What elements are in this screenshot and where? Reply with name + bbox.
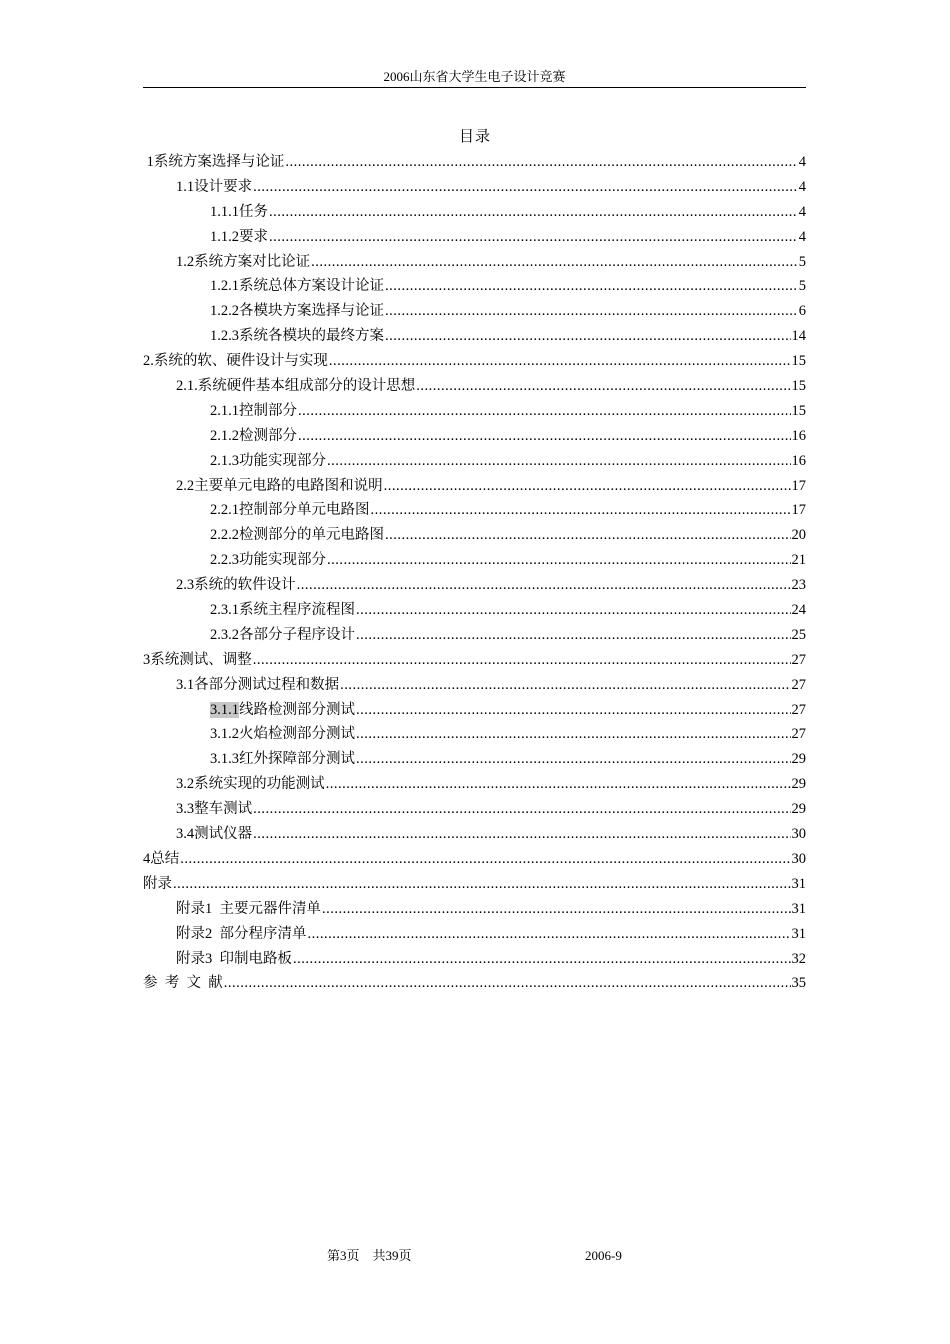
toc-entry-text: 2.系统的软、硬件设计与实现 [143,353,328,370]
toc-entry-label [210,548,326,573]
toc-entry-text: 3.1各部分测试过程和数据 [176,676,340,693]
toc-dot-leader [253,175,798,200]
table-of-contents [143,150,806,996]
toc-entry[interactable] [143,449,806,474]
toc-entry-highlight: 3.1.1 [210,701,239,718]
toc-entry-text: 1.1设计要求 [176,178,253,195]
toc-entry-page: 30 [791,850,806,867]
toc-entry-label [143,971,223,996]
toc-entry-text: 3.2系统实现的功能测试 [176,776,325,793]
toc-entry[interactable] [143,374,806,399]
toc-entry-label [143,872,172,897]
toc-entry-label [176,673,339,698]
toc-entry-page: 27 [791,651,806,668]
toc-entry-text: 参 考 文 献 [143,975,223,992]
toc-dot-leader [253,648,791,673]
toc-dot-leader [180,847,790,872]
toc-dot-leader [322,897,791,922]
toc-entry-text: 附录2 部分程序清单 [176,925,307,942]
toc-entry-page: 23 [791,577,806,594]
toc-entry-page: 27 [791,701,806,718]
toc-entry-page: 31 [791,925,806,942]
toc-dot-leader [297,573,791,598]
toc-entry[interactable] [143,399,806,424]
toc-entry-text: 1系统方案选择与论证 [143,154,285,170]
toc-entry[interactable] [143,971,806,996]
toc-entry-label [176,175,252,200]
toc-dot-leader [356,747,791,772]
toc-entry-page: 16 [791,427,806,444]
toc-entry-label [210,200,268,225]
toc-dot-leader [285,150,797,175]
toc-entry-text: 附录1 主要元器件清单 [176,900,321,917]
toc-entry[interactable] [143,150,806,175]
toc-dot-leader [327,548,791,573]
toc-entry-page: 5 [798,278,806,295]
toc-entry-label [210,399,297,424]
toc-dot-leader [385,299,798,324]
toc-dot-leader [356,598,791,623]
toc-entry-page: 14 [791,328,806,345]
toc-entry-text: 3.3整车测试 [176,801,253,818]
toc-entry[interactable] [143,722,806,747]
toc-entry-label [143,349,328,374]
toc-title: 目录 [458,129,491,145]
toc-dot-leader [269,225,798,250]
toc-entry-page: 30 [791,826,806,843]
toc-entry-label [210,274,384,299]
toc-entry[interactable] [143,648,806,673]
toc-entry-text: 3.1.2火焰检测部分测试 [210,726,355,743]
toc-dot-leader [385,523,791,548]
toc-entry[interactable] [143,698,806,723]
toc-dot-leader [416,374,790,399]
toc-entry-label [210,324,384,349]
toc-entry[interactable] [143,225,806,250]
toc-entry[interactable] [143,324,806,349]
toc-entry-label [176,947,292,972]
toc-entry-label [176,772,325,797]
toc-dot-leader [311,250,798,275]
toc-entry-text: 2.3系统的软件设计 [176,577,296,594]
page-header: 2006山东省大学生电子设计竞赛 [383,69,566,84]
toc-entry-text: 2.2.2检测部分的单元电路图 [210,527,384,544]
toc-entry-label [176,250,310,275]
toc-entry-page: 32 [791,950,806,967]
toc-entry[interactable] [143,175,806,200]
toc-dot-leader [385,324,791,349]
toc-entry-label [176,374,415,399]
toc-entry-label [143,648,252,673]
toc-entry-page: 17 [791,502,806,519]
toc-entry[interactable] [143,797,806,822]
toc-entry-text: 2.2.3功能实现部分 [210,552,326,569]
toc-dot-leader [329,349,791,374]
toc-entry[interactable] [143,349,806,374]
toc-entry-label [210,523,384,548]
toc-entry-text: 1.1.2要求 [210,228,268,245]
toc-entry-text: 1.2系统方案对比论证 [176,253,311,270]
toc-entry-page: 31 [791,900,806,917]
toc-dot-leader [298,424,791,449]
toc-entry-page: 5 [798,253,806,270]
toc-entry-page: 6 [798,303,806,320]
toc-entry[interactable] [143,772,806,797]
toc-entry[interactable] [143,847,806,872]
toc-entry-page: 29 [791,776,806,793]
toc-entry-label [210,424,297,449]
toc-dot-leader [293,947,791,972]
toc-entry[interactable] [143,548,806,573]
toc-entry-label [210,449,326,474]
toc-entry[interactable] [143,623,806,648]
toc-entry[interactable] [143,498,806,523]
toc-dot-leader [356,698,791,723]
toc-dot-leader [298,399,791,424]
toc-entry-label [176,797,252,822]
toc-entry-page: 15 [791,378,806,395]
toc-entry-label [210,722,355,747]
toc-entry[interactable] [143,250,806,275]
toc-entry-label [143,150,284,175]
toc-entry-page: 4 [798,228,806,245]
toc-dot-leader [384,474,791,499]
toc-entry-label [210,498,370,523]
toc-entry-page: 29 [791,801,806,818]
toc-entry[interactable] [143,573,806,598]
toc-dot-leader [224,971,791,996]
toc-entry-text: 1.2.1系统总体方案设计论证 [210,278,384,295]
toc-dot-leader [356,722,791,747]
toc-entry-page: 16 [791,452,806,469]
toc-entry-label [210,623,355,648]
toc-entry[interactable] [143,922,806,947]
toc-entry-label [176,897,321,922]
toc-dot-leader [269,200,798,225]
toc-dot-leader [340,673,790,698]
toc-dot-leader [385,274,798,299]
toc-entry-page: 4 [798,203,806,220]
toc-entry-page: 27 [791,676,806,693]
toc-entry-label [210,698,355,723]
toc-entry-page: 15 [791,353,806,370]
toc-dot-leader [356,623,791,648]
toc-entry-page: 17 [791,477,806,494]
toc-entry[interactable] [143,523,806,548]
toc-entry-label [143,847,179,872]
toc-entry[interactable] [143,274,806,299]
toc-dot-leader [308,922,791,947]
toc-entry-label [176,474,383,499]
toc-entry[interactable] [143,947,806,972]
toc-entry-text: 1.2.3系统各模块的最终方案 [210,328,384,345]
toc-entry-text: 2.2.1控制部分单元电路图 [210,502,370,519]
toc-entry-page: 25 [791,626,806,643]
toc-entry-label [176,573,296,598]
toc-dot-leader [327,449,791,474]
toc-entry-text: 3.1.3红外探障部分测试 [210,751,355,768]
toc-entry-text: 2.2主要单元电路的电路图和说明 [176,477,383,494]
toc-entry-text: 线路检测部分测试 [239,701,355,718]
toc-entry[interactable] [143,598,806,623]
toc-entry-text: 3.4测试仪器 [176,826,253,843]
toc-entry-text: 附录3 印制电路板 [176,950,292,967]
toc-entry-label [210,299,384,324]
toc-entry-page: 24 [791,602,806,619]
footer-page-info: 第3页 共39页 [327,1248,412,1263]
footer-date: 2006-9 [585,1248,622,1263]
toc-entry[interactable] [143,673,806,698]
toc-entry[interactable] [143,747,806,772]
toc-entry-text: 2.1.1控制部分 [210,402,297,419]
toc-entry-text: 2.1.3功能实现部分 [210,452,326,469]
toc-entry[interactable] [143,200,806,225]
toc-entry-page: 31 [791,875,806,892]
toc-entry-page: 35 [791,975,806,992]
toc-entry-page: 20 [791,527,806,544]
toc-dot-leader [253,822,790,847]
toc-entry-text: 1.2.2各模块方案选择与论证 [210,303,384,320]
toc-dot-leader [173,872,791,897]
toc-entry[interactable] [143,872,806,897]
toc-entry-page: 27 [791,726,806,743]
toc-entry[interactable] [143,897,806,922]
toc-entry-text: 2.1.系统硬件基本组成部分的设计思想 [176,378,416,395]
toc-entry[interactable] [143,299,806,324]
toc-dot-leader [371,498,791,523]
toc-entry-label [176,822,252,847]
toc-entry-label [210,225,268,250]
toc-entry-label [176,922,307,947]
toc-entry-page: 21 [791,552,806,569]
toc-entry-text: 4总结 [143,850,180,867]
toc-entry-label [210,598,355,623]
toc-entry-text: 3系统测试、调整 [143,651,252,668]
toc-dot-leader [326,772,791,797]
toc-entry-page: 4 [798,154,806,170]
toc-entry-text: 2.3.1系统主程序流程图 [210,602,355,619]
toc-dot-leader [253,797,790,822]
toc-entry[interactable] [143,424,806,449]
toc-entry-text: 2.3.2各部分子程序设计 [210,626,355,643]
toc-entry-text: 附录 [143,875,172,892]
toc-entry-page: 4 [798,178,806,195]
toc-entry-text: 2.1.2检测部分 [210,427,297,444]
toc-entry-page: 29 [791,751,806,768]
toc-entry-text: 1.1.1任务 [210,203,268,220]
toc-entry-label [210,747,355,772]
toc-entry-page: 15 [791,402,806,419]
toc-entry[interactable] [143,822,806,847]
toc-entry[interactable] [143,474,806,499]
header-rule [143,87,806,88]
